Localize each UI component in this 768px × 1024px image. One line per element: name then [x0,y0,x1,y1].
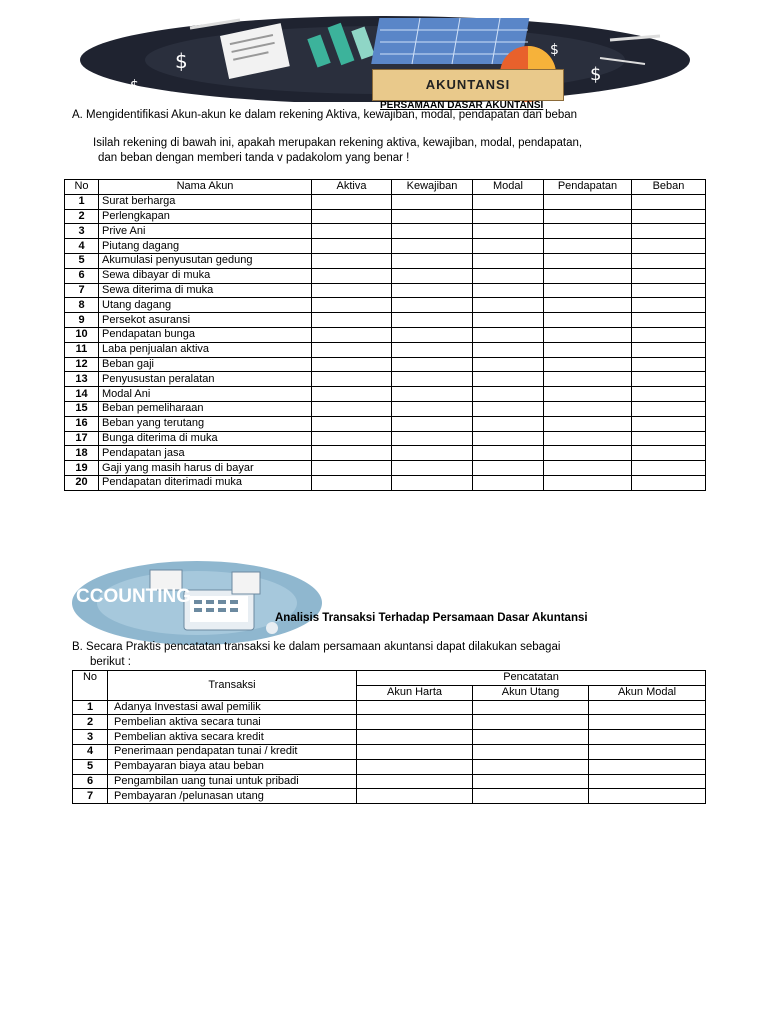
column-header: Akun Harta [357,685,473,700]
table-row [73,774,706,789]
answer-cell[interactable] [473,268,544,283]
dollar-icon: $ [590,64,602,85]
section-a-instruction-2: dan beban dengan memberi tanda v padakolom yang benar ! [98,152,410,164]
answer-cell[interactable] [312,431,392,446]
answer-cell[interactable] [392,253,473,268]
answer-cell[interactable] [544,209,632,224]
answer-cell[interactable] [473,194,544,209]
answer-cell[interactable] [357,715,473,730]
accounting-word: CCOUNTING [76,586,192,607]
table-row [73,759,706,774]
answer-cell[interactable] [312,387,392,402]
row-number: 3 [73,730,108,745]
answer-cell[interactable] [392,283,473,298]
answer-cell[interactable] [392,298,473,313]
table-row [65,253,706,268]
answer-cell[interactable] [473,715,589,730]
answer-cell[interactable] [392,239,473,254]
answer-cell[interactable] [632,475,706,490]
row-number: 14 [65,387,99,402]
answer-cell[interactable] [473,387,544,402]
row-number: 13 [65,372,99,387]
answer-cell[interactable] [544,416,632,431]
answer-cell[interactable] [312,283,392,298]
table-row [65,372,706,387]
answer-cell[interactable] [473,475,544,490]
answer-cell[interactable] [632,209,706,224]
account-name: Sewa diterima di muka [99,283,312,298]
row-number: 4 [65,239,99,254]
table-row [65,313,706,328]
answer-cell[interactable] [392,446,473,461]
table-row [65,446,706,461]
row-number: 3 [65,224,99,239]
row-number: 4 [73,744,108,759]
answer-cell[interactable] [632,313,706,328]
answer-cell[interactable] [632,387,706,402]
answer-cell[interactable] [312,268,392,283]
row-number: 5 [65,253,99,268]
row-number: 1 [73,700,108,715]
account-name: Utang dagang [99,298,312,313]
transaction-name: Penerimaan pendapatan tunai / kredit [108,744,357,759]
answer-cell[interactable] [544,401,632,416]
transaction-name: Pembayaran /pelunasan utang [108,789,357,804]
answer-cell[interactable] [473,209,544,224]
row-number: 17 [65,431,99,446]
column-header: Aktiva [312,180,392,195]
answer-cell[interactable] [544,283,632,298]
row-number: 12 [65,357,99,372]
account-name: Bunga diterima di muka [99,431,312,446]
answer-cell[interactable] [473,789,589,804]
answer-cell[interactable] [312,298,392,313]
transaction-name: Pembelian aktiva secara kredit [108,730,357,745]
answer-cell[interactable] [632,239,706,254]
transaction-recording-table [72,670,706,804]
answer-cell[interactable] [544,327,632,342]
transaction-name: Pembayaran biaya atau beban [108,759,357,774]
account-name: Modal Ani [99,387,312,402]
table-row [65,342,706,357]
row-number: 19 [65,461,99,476]
answer-cell[interactable] [473,416,544,431]
table-row [65,475,706,490]
table-row [65,387,706,402]
answer-cell[interactable] [544,239,632,254]
answer-cell[interactable] [544,431,632,446]
answer-cell[interactable] [632,416,706,431]
account-name: Pendapatan jasa [99,446,312,461]
answer-cell[interactable] [589,700,706,715]
column-header: Akun Utang [473,685,589,700]
answer-cell[interactable] [632,461,706,476]
answer-cell[interactable] [544,313,632,328]
account-name: Piutang dagang [99,239,312,254]
table-row [73,730,706,745]
table-row [65,224,706,239]
answer-cell[interactable] [473,298,544,313]
answer-cell[interactable] [544,461,632,476]
answer-cell[interactable] [632,342,706,357]
answer-cell[interactable] [312,475,392,490]
answer-cell[interactable] [312,342,392,357]
answer-cell[interactable] [544,268,632,283]
answer-cell[interactable] [392,268,473,283]
answer-cell[interactable] [312,209,392,224]
table-row [65,431,706,446]
answer-cell[interactable] [473,372,544,387]
table-row [65,239,706,254]
account-name: Beban yang terutang [99,416,312,431]
answer-cell[interactable] [544,224,632,239]
row-number: 5 [73,759,108,774]
answer-cell[interactable] [473,759,589,774]
answer-cell[interactable] [544,475,632,490]
row-number: 16 [65,416,99,431]
laptop-icon [184,590,254,630]
answer-cell[interactable] [312,224,392,239]
answer-cell[interactable] [473,357,544,372]
row-number: 6 [73,774,108,789]
table-row [65,209,706,224]
column-header-transaksi: Transaksi [108,671,357,701]
answer-cell[interactable] [392,194,473,209]
column-header: Modal [473,180,544,195]
account-name: Gaji yang masih harus di bayar [99,461,312,476]
row-number: 11 [65,342,99,357]
row-number: 6 [65,268,99,283]
account-name: Perlengkapan [99,209,312,224]
answer-cell[interactable] [632,372,706,387]
column-header: Kewajiban [392,180,473,195]
account-name: Laba penjualan aktiva [99,342,312,357]
table-header-row [73,671,706,686]
answer-cell[interactable] [544,253,632,268]
answer-cell[interactable] [473,461,544,476]
answer-cell[interactable] [632,194,706,209]
answer-cell[interactable] [589,759,706,774]
answer-cell[interactable] [357,730,473,745]
answer-cell[interactable] [632,446,706,461]
accounting-banner [72,560,322,646]
account-name: Sewa dibayar di muka [99,268,312,283]
row-number: 2 [65,209,99,224]
answer-cell[interactable] [312,327,392,342]
account-classification-table [64,179,706,491]
answer-cell[interactable] [632,253,706,268]
answer-cell[interactable] [392,209,473,224]
answer-cell[interactable] [473,446,544,461]
answer-cell[interactable] [632,327,706,342]
row-number: 10 [65,327,99,342]
answer-cell[interactable] [473,313,544,328]
answer-cell[interactable] [473,342,544,357]
account-name: Pendapatan diterimadi muka [99,475,312,490]
answer-cell[interactable] [473,283,544,298]
row-number: 20 [65,475,99,490]
answer-cell[interactable] [392,431,473,446]
answer-cell[interactable] [589,715,706,730]
answer-cell[interactable] [357,744,473,759]
table-row [65,401,706,416]
answer-cell[interactable] [392,342,473,357]
answer-cell[interactable] [312,446,392,461]
account-name: Prive Ani [99,224,312,239]
transaction-name: Pengambilan uang tunai untuk pribadi [108,774,357,789]
answer-cell[interactable] [589,789,706,804]
account-name: Persekot asuransi [99,313,312,328]
answer-cell[interactable] [544,372,632,387]
account-name: Akumulasi penyusutan gedung [99,253,312,268]
answer-cell[interactable] [312,416,392,431]
column-group-header: Pencatatan [357,671,706,686]
answer-cell[interactable] [632,268,706,283]
answer-cell[interactable] [312,357,392,372]
answer-cell[interactable] [392,372,473,387]
answer-cell[interactable] [632,283,706,298]
answer-cell[interactable] [473,774,589,789]
account-name: Beban pemeliharaan [99,401,312,416]
answer-cell[interactable] [392,475,473,490]
row-number: 2 [73,715,108,730]
answer-cell[interactable] [589,730,706,745]
answer-cell[interactable] [544,194,632,209]
account-name: Pendapatan bunga [99,327,312,342]
answer-cell[interactable] [392,224,473,239]
account-name: Beban gaji [99,357,312,372]
answer-cell[interactable] [357,759,473,774]
row-number: 7 [65,283,99,298]
table-row [73,744,706,759]
table-row [65,416,706,431]
answer-cell[interactable] [312,401,392,416]
dollar-icon: $ [175,49,188,73]
row-number: 8 [65,298,99,313]
answer-cell[interactable] [473,730,589,745]
answer-cell[interactable] [312,461,392,476]
answer-cell[interactable] [544,357,632,372]
table-row [65,283,706,298]
transaction-name: Pembelian aktiva secara tunai [108,715,357,730]
answer-cell[interactable] [632,298,706,313]
section-b-heading-2: berikut : [90,656,131,668]
table-row [65,461,706,476]
answer-cell[interactable] [312,372,392,387]
answer-cell[interactable] [589,744,706,759]
section-b-heading-1: B. Secara Praktis pencatatan transaksi ke dalam persamaan akuntansi dapat dilakukan sebagai [72,641,561,653]
answer-cell[interactable] [632,431,706,446]
section-a-heading: A. Mengidentifikasi Akun-akun ke dalam rekening Aktiva, kewajiban, modal, pendapatan dan beban [72,109,578,121]
answer-cell[interactable] [357,789,473,804]
table-row [65,357,706,372]
column-header: Nama Akun [99,180,312,195]
column-header-no: No [73,671,108,701]
table-row [73,700,706,715]
answer-cell[interactable] [473,224,544,239]
answer-cell[interactable] [357,774,473,789]
banner-title: AKUNTANSI [372,69,564,101]
transaction-name: Adanya Investasi awal pemilik [108,700,357,715]
spreadsheet-icon [371,18,529,64]
answer-cell[interactable] [473,700,589,715]
row-number: 15 [65,401,99,416]
section-a-instruction-1: Isilah rekening di bawah ini, apakah merupakan rekening aktiva, kewajiban, modal, pendapatan, [93,137,583,149]
answer-cell[interactable] [632,357,706,372]
banner-subtitle: PERSAMAAN DASAR AKUNTANSI [380,100,544,111]
table-header-row [65,180,706,195]
column-header: Akun Modal [589,685,706,700]
answer-cell[interactable] [312,194,392,209]
column-header: Beban [632,180,706,195]
answer-cell[interactable] [357,700,473,715]
row-number: 9 [65,313,99,328]
table-row [65,268,706,283]
answer-cell[interactable] [544,342,632,357]
answer-cell[interactable] [392,357,473,372]
table-row [73,789,706,804]
section-b-banner-title: Analisis Transaksi Terhadap Persamaan Dasar Akuntansi [275,612,588,624]
answer-cell[interactable] [473,744,589,759]
answer-cell[interactable] [392,313,473,328]
answer-cell[interactable] [392,461,473,476]
answer-cell[interactable] [312,253,392,268]
answer-cell[interactable] [544,446,632,461]
answer-cell[interactable] [392,401,473,416]
answer-cell[interactable] [312,313,392,328]
table-row [65,327,706,342]
column-header: Pendapatan [544,180,632,195]
answer-cell[interactable] [632,401,706,416]
answer-cell[interactable] [392,416,473,431]
table-row [73,715,706,730]
header-banner [80,14,690,111]
table-row [65,194,706,209]
dollar-icon: $ [130,78,139,94]
card-icon [232,572,260,594]
account-name: Surat berharga [99,194,312,209]
row-number: 7 [73,789,108,804]
answer-cell[interactable] [473,401,544,416]
answer-cell[interactable] [473,239,544,254]
account-name: Penyusustan peralatan [99,372,312,387]
answer-cell[interactable] [473,253,544,268]
answer-cell[interactable] [473,327,544,342]
dollar-icon: $ [550,42,559,58]
table-row [65,298,706,313]
answer-cell[interactable] [632,224,706,239]
answer-cell[interactable] [544,298,632,313]
answer-cell[interactable] [544,387,632,402]
row-number: 18 [65,446,99,461]
answer-cell[interactable] [589,774,706,789]
accounting-illustration [72,560,322,646]
answer-cell[interactable] [312,239,392,254]
answer-cell[interactable] [473,431,544,446]
answer-cell[interactable] [392,387,473,402]
row-number: 1 [65,194,99,209]
answer-cell[interactable] [392,327,473,342]
column-header: No [65,180,99,195]
